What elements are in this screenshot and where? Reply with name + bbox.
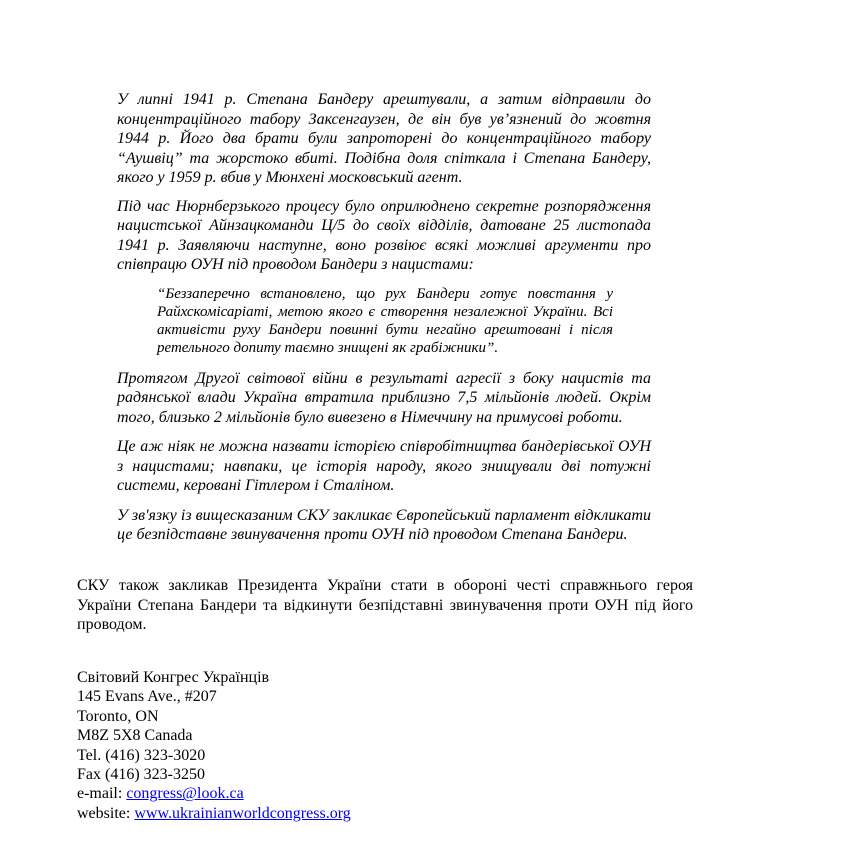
email-label: e-mail:: [77, 785, 127, 803]
contact-tel: Tel. (416) 323-3020: [77, 746, 206, 764]
main-paragraph: СКУ також закликав Президента України стати в обороні честі справжнього героя України Степана Бандери та відкинути безпідставні звинувачення проти ОУН під його проводом.: [77, 577, 693, 633]
paragraph-appeal: У зв'язку із вищесказаним СКУ закликає Європейський парламент відкликати це безпідставне звинувачення проти ОУН під проводом Степана Бандери.: [117, 506, 651, 543]
paragraph-losses: Протягом Другої світової війни в результаті агресії з боку нацистів та радянської влади Україна втратила приблизно 7,5 мільйонів людей. Окрім того, близько 2 мільйонів було вивезено в Німеччину на примусові роботи.: [117, 369, 651, 426]
contact-block: [77, 668, 351, 823]
contact-org: Світовий Конгрес Українців: [77, 669, 270, 686]
email-link[interactable]: congress@look.ca: [126, 785, 244, 803]
contact-fax: Fax (416) 323-3250: [77, 766, 205, 784]
paragraph-arrest: У липні 1941 р. Степана Бандеру арештували, а затим відправили до концентраційного табору Заксенгаузен, де він був ув’язнений до жовтня 1944 р. Його два брати були запроторені до концентраційного табору “Аушвіц” та жорстоко вбиті. Подібна доля спіткала і Степана Бандеру, якого у 1959 р. вбив у Мюнхені московський агент.: [117, 91, 651, 186]
contact-city: Toronto, ON: [77, 707, 159, 725]
contact-address: 145 Evans Ave., #207: [77, 688, 217, 706]
contact-email-line: [77, 784, 351, 803]
paragraph-nuremberg: Під час Нюрнберзького процесу було оприлюднено секретне розпорядження нацистської Айнзацкоманди Ц/5 до своїх відділів, датоване 25 листопада 1941 р. Заявляючи наступне, воно розвіює всякі можливі аргументи про співпрацю ОУН під проводом Бандери з нацистами:: [117, 197, 651, 273]
inner-quote: “Беззаперечно встановлено, що рух Бандери готує повстання у Райхскомісаріаті, метою якого є створення незалежної України. Всі активісти руху Бандери повинні бути негайно арештовані і після ретельного допиту таємно знищені як грабіжники”.: [157, 285, 613, 356]
paragraph-history: Це аж ніяк не можна назвати історією співробітництва бандерівської ОУН з нацистами; навпаки, це історія народу, якого знищували дві потужні системи, керовані Гітлером і Сталіном.: [117, 438, 651, 494]
website-label: website:: [77, 804, 135, 822]
contact-postal: M8Z 5X8 Canada: [77, 727, 193, 745]
contact-website-line: [77, 804, 351, 823]
quote-block: [117, 90, 651, 555]
website-link[interactable]: www.ukrainianworldcongress.org: [134, 804, 351, 822]
